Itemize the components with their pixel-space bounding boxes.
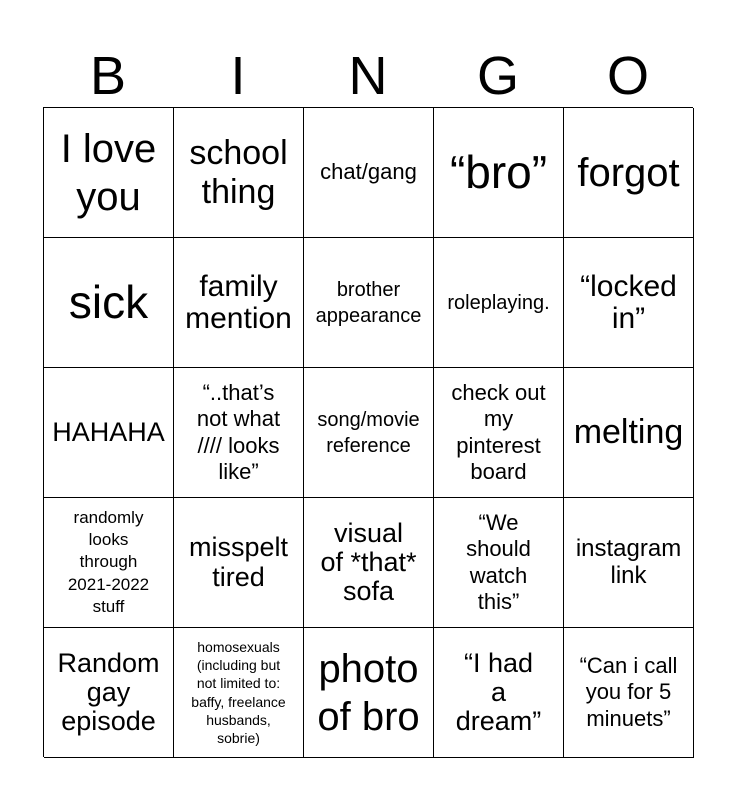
cell-text: misspelt tired [188, 532, 289, 592]
bingo-cell[interactable] [434, 368, 564, 498]
bingo-cell[interactable] [44, 628, 174, 758]
bingo-cell[interactable] [564, 108, 694, 238]
cell-text: randomly looks through 2021-2022 stuff [67, 508, 150, 616]
cell-text: I love you [60, 126, 157, 219]
header-letter-i: I [230, 46, 246, 106]
cell-text: photo of bro [317, 646, 420, 739]
cell-text: check out my pinterest board [451, 379, 546, 484]
bingo-cell[interactable] [434, 238, 564, 368]
bingo-cell[interactable] [44, 238, 174, 368]
bingo-cell[interactable] [304, 498, 434, 628]
cell-text: chat/gang [320, 159, 417, 185]
cell-text: Random gay episode [57, 647, 160, 737]
bingo-cell[interactable] [304, 108, 434, 238]
cell-text: instagram link [575, 534, 682, 589]
bingo-cell[interactable] [44, 368, 174, 498]
header-letter-g: G [476, 46, 519, 106]
bingo-grid [43, 107, 693, 757]
cell-text: forgot [577, 150, 680, 195]
cell-text: HAHAHA [52, 416, 165, 447]
header-letter-n: N [348, 46, 388, 106]
cell-text: homosexuals (including but not limited to: baffy, freelance husbands, sobrie) [191, 638, 286, 746]
cell-text: “I had a dream” [455, 647, 542, 737]
cell-text: melting [573, 413, 684, 452]
bingo-cell[interactable] [304, 368, 434, 498]
cell-text: “Can i call you for 5 minuets” [579, 652, 678, 731]
bingo-cell[interactable] [174, 628, 304, 758]
bingo-cell[interactable] [434, 628, 564, 758]
bingo-cell[interactable] [434, 108, 564, 238]
header-letter-b: B [89, 46, 127, 106]
cell-text: “bro” [449, 145, 548, 198]
bingo-cell[interactable] [174, 238, 304, 368]
cell-text: sick [68, 275, 149, 328]
bingo-cell[interactable] [174, 108, 304, 238]
bingo-cell[interactable] [564, 628, 694, 758]
bingo-cell[interactable] [44, 108, 174, 238]
cell-text: song/movie reference [317, 408, 420, 457]
cell-text: roleplaying. [447, 291, 550, 314]
cell-text: “locked in” [580, 270, 677, 335]
cell-text: visual of *that* sofa [320, 517, 417, 607]
cell-text: school thing [189, 134, 288, 211]
bingo-cell[interactable] [174, 498, 304, 628]
bingo-cell[interactable] [174, 368, 304, 498]
bingo-cell[interactable] [304, 628, 434, 758]
bingo-cell[interactable] [434, 498, 564, 628]
bingo-cell[interactable] [304, 238, 434, 368]
bingo-header [43, 44, 693, 108]
bingo-cell[interactable] [564, 238, 694, 368]
cell-text: family mention [185, 270, 292, 335]
header-letter-o: O [606, 46, 649, 106]
bingo-cell[interactable] [564, 368, 694, 498]
cell-text: brother appearance [315, 278, 422, 327]
bingo-cell[interactable] [564, 498, 694, 628]
cell-text: “We should watch this” [466, 509, 531, 614]
bingo-cell[interactable] [44, 498, 174, 628]
cell-text: “..that’s not what //// looks like” [196, 379, 281, 484]
